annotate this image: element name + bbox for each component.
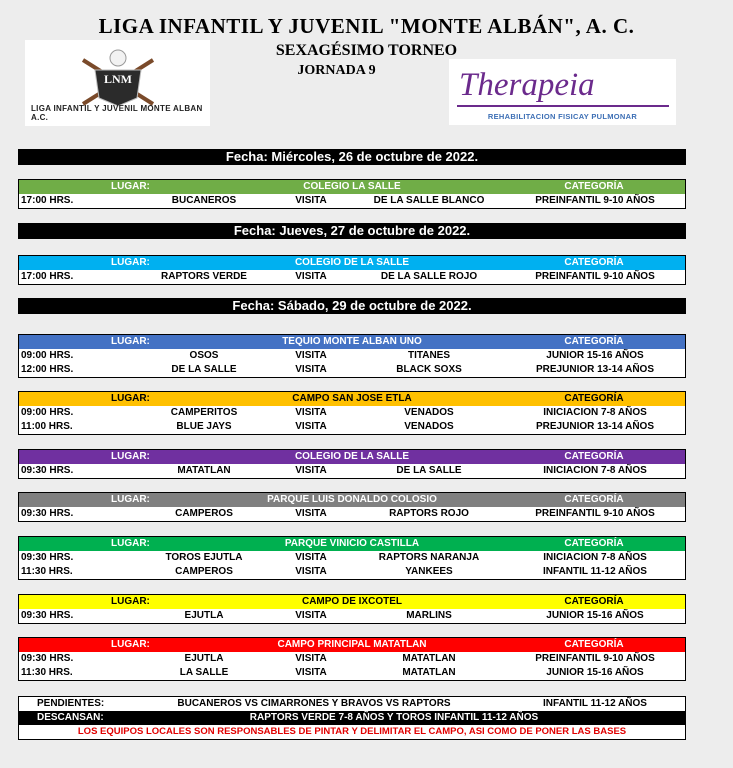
visita-label: VISITA <box>295 653 327 664</box>
sponsor-divider <box>457 105 669 107</box>
venue-name: COLEGIO DE LA SALLE <box>294 257 410 268</box>
date-bar: Fecha: Miércoles, 26 de octubre de 2022. <box>18 149 686 165</box>
venue-header <box>19 537 685 551</box>
game-time: 09:30 HRS. <box>21 552 74 563</box>
game-row <box>19 652 685 666</box>
category-label: CATEGORÍA <box>564 451 624 462</box>
sponsor-name: Therapeia <box>459 67 595 103</box>
venue-name: TEQUIO MONTE ALBAN UNO <box>282 336 422 347</box>
game-time: 09:00 HRS. <box>21 407 74 418</box>
lugar-label: LUGAR: <box>111 257 150 268</box>
game-row <box>19 420 685 434</box>
game-category: INICIACION 7-8 AÑOS <box>543 552 647 563</box>
visita-label: VISITA <box>295 407 327 418</box>
venue-header <box>19 180 685 194</box>
visita-label: VISITA <box>295 271 327 282</box>
away-team: TITANES <box>407 350 451 361</box>
away-team: YANKEES <box>405 566 453 577</box>
category-label: CATEGORÍA <box>564 393 624 404</box>
venue-header <box>19 256 685 270</box>
category-label: CATEGORÍA <box>564 494 624 505</box>
home-team: BLUE JAYS <box>176 421 232 432</box>
game-time: 17:00 HRS. <box>21 271 74 282</box>
game-time: 17:00 HRS. <box>21 195 74 206</box>
game-time: 09:00 HRS. <box>21 350 74 361</box>
venue-name: CAMPO DE IXCOTEL <box>301 596 402 607</box>
home-team: RAPTORS VERDE <box>161 271 247 282</box>
lugar-label: LUGAR: <box>111 181 150 192</box>
venue-header <box>19 450 685 464</box>
away-team: DE LA SALLE BLANCO <box>373 195 485 206</box>
away-team: VENADOS <box>404 407 454 418</box>
game-time: 11:30 HRS. <box>21 566 73 577</box>
sponsor-logo <box>449 59 676 125</box>
visita-label: VISITA <box>295 667 327 678</box>
game-time: 09:30 HRS. <box>21 610 74 621</box>
venue-header <box>19 392 685 406</box>
round-title: JORNADA 9 <box>297 63 376 78</box>
footer-block <box>18 696 686 740</box>
venue-name: CAMPO SAN JOSE ETLA <box>292 393 412 404</box>
game-time: 09:30 HRS. <box>21 465 74 476</box>
game-time: 09:30 HRS. <box>21 508 74 519</box>
venue-name: CAMPO PRINCIPAL MATATLAN <box>277 639 427 650</box>
game-time: 12:00 HRS. <box>21 364 74 375</box>
home-team: CAMPEROS <box>175 566 233 577</box>
notice-row <box>19 725 685 739</box>
game-category: JUNIOR 15-16 AÑOS <box>546 610 644 621</box>
visita-label: VISITA <box>295 364 327 375</box>
visita-label: VISITA <box>295 508 327 519</box>
league-title: LIGA INFANTIL Y JUVENIL "MONTE ALBÁN", A. C. <box>98 14 635 38</box>
home-team: CAMPERITOS <box>170 407 238 418</box>
date-bar: Fecha: Jueves, 27 de octubre de 2022. <box>18 223 686 239</box>
resting-row <box>19 711 685 725</box>
venue-block <box>18 594 686 624</box>
away-team: MATATLAN <box>402 667 456 678</box>
away-team: DE LA SALLE <box>396 465 462 476</box>
lugar-label: LUGAR: <box>111 336 150 347</box>
home-team: EJUTLA <box>184 610 224 621</box>
game-category: PREINFANTIL 9-10 AÑOS <box>535 653 655 664</box>
visita-label: VISITA <box>295 195 327 206</box>
league-logo-text: LIGA INFANTIL Y JUVENIL MONTE ALBAN A.C. <box>31 104 203 122</box>
game-row <box>19 194 685 208</box>
game-time: 09:30 HRS. <box>21 653 74 664</box>
away-team: RAPTORS ROJO <box>389 508 469 519</box>
visita-label: VISITA <box>295 421 327 432</box>
venue-header <box>19 595 685 609</box>
lugar-label: LUGAR: <box>111 538 150 549</box>
date-bar: Fecha: Sábado, 29 de octubre de 2022. <box>18 298 686 314</box>
tournament-title: SEXAGÉSIMO TORNEO <box>275 42 458 59</box>
category-label: CATEGORÍA <box>564 538 624 549</box>
venue-block <box>18 637 686 681</box>
game-category: PREINFANTIL 9-10 AÑOS <box>535 271 655 282</box>
home-team: DE LA SALLE <box>171 364 237 375</box>
lugar-label: LUGAR: <box>111 596 150 607</box>
lugar-label: LUGAR: <box>111 639 150 650</box>
game-row <box>19 464 685 478</box>
category-label: CATEGORÍA <box>564 257 624 268</box>
lugar-label: LUGAR: <box>111 494 150 505</box>
pending-label: PENDIENTES: <box>37 698 105 709</box>
away-team: BLACK SOXS <box>396 364 462 375</box>
away-team: RAPTORS NARANJA <box>378 552 480 563</box>
resting-label: DESCANSAN: <box>37 712 104 723</box>
game-category: INICIACION 7-8 AÑOS <box>543 465 647 476</box>
game-category: INICIACION 7-8 AÑOS <box>543 407 647 418</box>
game-category: INFANTIL 11-12 AÑOS <box>543 566 647 577</box>
game-category: PREINFANTIL 9-10 AÑOS <box>535 195 655 206</box>
sponsor-subtitle: REHABILITACION FISICAY PULMONAR <box>487 112 638 121</box>
pending-row <box>19 697 685 711</box>
game-row <box>19 551 685 565</box>
venue-header <box>19 638 685 652</box>
home-team: MATATLAN <box>177 465 231 476</box>
home-team: TOROS EJUTLA <box>165 552 243 563</box>
game-row <box>19 666 685 680</box>
game-row <box>19 507 685 521</box>
visita-label: VISITA <box>295 465 327 476</box>
lugar-label: LUGAR: <box>111 451 150 462</box>
venue-header <box>19 493 685 507</box>
away-team: DE LA SALLE ROJO <box>380 271 478 282</box>
lugar-label: LUGAR: <box>111 393 150 404</box>
logo-initials: LNM <box>104 72 132 86</box>
venue-header <box>19 335 685 349</box>
game-time: 11:30 HRS. <box>21 667 73 678</box>
venue-block <box>18 334 686 378</box>
category-label: CATEGORÍA <box>564 336 624 347</box>
venue-block <box>18 449 686 479</box>
venue-name: PARQUE VINICIO CASTILLA <box>284 538 420 549</box>
home-team: BUCANEROS <box>171 195 237 206</box>
category-label: CATEGORÍA <box>564 639 624 650</box>
home-team: CAMPEROS <box>175 508 233 519</box>
visita-label: VISITA <box>295 566 327 577</box>
category-label: CATEGORÍA <box>564 596 624 607</box>
game-time: 11:00 HRS. <box>21 421 73 432</box>
venue-block <box>18 536 686 580</box>
venue-name: COLEGIO LA SALLE <box>303 181 401 192</box>
league-logo <box>25 40 210 126</box>
venue-name: PARQUE LUIS DONALDO COLOSIO <box>267 494 437 505</box>
venue-block <box>18 492 686 522</box>
resting-text: RAPTORS VERDE 7-8 AÑOS Y TOROS INFANTIL 11-12 AÑOS <box>249 712 539 723</box>
venue-block <box>18 179 686 209</box>
pending-text: BUCANEROS VS CIMARRONES Y BRAVOS VS RAPTORS <box>177 698 451 709</box>
venue-block <box>18 255 686 285</box>
venue-name: COLEGIO DE LA SALLE <box>294 451 410 462</box>
away-team: MARLINS <box>406 610 452 621</box>
away-team: VENADOS <box>404 421 454 432</box>
game-row <box>19 349 685 363</box>
home-team: LA SALLE <box>179 667 229 678</box>
venue-block <box>18 391 686 435</box>
game-row <box>19 363 685 377</box>
away-team: MATATLAN <box>402 653 456 664</box>
game-category: PREINFANTIL 9-10 AÑOS <box>535 508 655 519</box>
game-category: PREJUNIOR 13-14 AÑOS <box>536 364 654 375</box>
game-row <box>19 270 685 284</box>
game-category: JUNIOR 15-16 AÑOS <box>546 350 644 361</box>
pending-category: INFANTIL 11-12 AÑOS <box>543 698 647 709</box>
visita-label: VISITA <box>295 552 327 563</box>
notice-text: LOS EQUIPOS LOCALES SON RESPONSABLES DE PINTAR Y DELIMITAR EL CAMPO, ASI COMO DE PONER LAS BASES <box>77 726 627 737</box>
game-category: JUNIOR 15-16 AÑOS <box>546 667 644 678</box>
game-category: PREJUNIOR 13-14 AÑOS <box>536 421 654 432</box>
game-row <box>19 565 685 579</box>
home-team: EJUTLA <box>184 653 224 664</box>
game-row <box>19 406 685 420</box>
visita-label: VISITA <box>295 610 327 621</box>
category-label: CATEGORÍA <box>564 181 624 192</box>
game-row <box>19 609 685 623</box>
visita-label: VISITA <box>295 350 327 361</box>
home-team: OSOS <box>189 350 219 361</box>
